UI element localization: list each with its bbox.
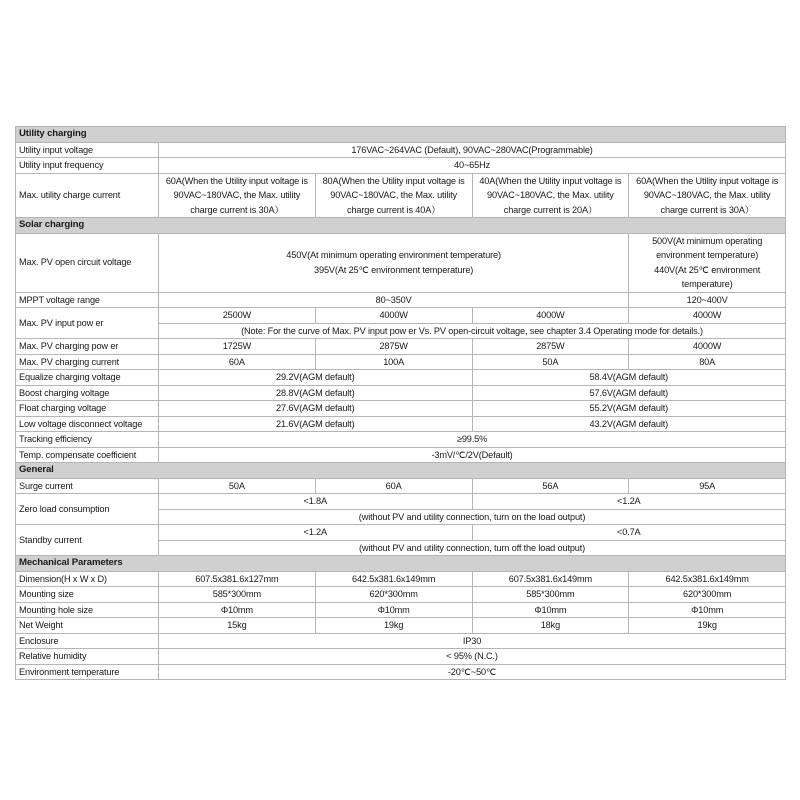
row-label: Dimension(H x W x D) bbox=[16, 571, 159, 587]
model-3-value: 4000W bbox=[472, 308, 629, 324]
models-3-4-value: <0.7A bbox=[472, 525, 786, 541]
models-3-4-value: 58.4V(AGM default) bbox=[472, 370, 786, 386]
value-line: 80A(When the Utility input voltage is bbox=[322, 175, 465, 186]
model-4-value: 19kg bbox=[629, 618, 786, 634]
model-1-value: 585*300mm bbox=[159, 587, 316, 603]
value-line: 90VAC~180VAC, the Max. utility bbox=[330, 190, 457, 200]
note-text: (without PV and utility connection, turn off the load output) bbox=[159, 540, 786, 556]
section-header-utility bbox=[16, 127, 786, 143]
row-value: IP30 bbox=[159, 633, 786, 649]
row-enclosure bbox=[16, 633, 786, 649]
row-label: Relative humidity bbox=[16, 649, 159, 665]
model-2-value: 620*300mm bbox=[315, 587, 472, 603]
row-label: MPPT voltage range bbox=[16, 292, 159, 308]
value-line: 90VAC~180VAC, the Max. utility bbox=[173, 190, 301, 200]
section-title: Mechanical Parameters bbox=[16, 556, 786, 572]
model-3-value: Φ10mm bbox=[472, 602, 629, 618]
row-value: 40~65Hz bbox=[159, 158, 786, 174]
section-header-mechanical bbox=[16, 556, 786, 572]
row-label: Tracking efficiency bbox=[16, 432, 159, 448]
model-4-value: 642.5x381.6x149mm bbox=[629, 571, 786, 587]
row-label: Max. PV charging current bbox=[16, 354, 159, 370]
value-line: charge current is 30A） bbox=[190, 204, 284, 215]
models-3-4-value: <1.2A bbox=[472, 494, 786, 510]
value-line: 40A(When the Utility input voltage is bbox=[479, 175, 622, 186]
model-3-value: 18kg bbox=[472, 618, 629, 634]
model-4-value bbox=[629, 233, 786, 292]
row-standby-current bbox=[16, 525, 786, 541]
row-label: Net Weight bbox=[16, 618, 159, 634]
model-2-value bbox=[315, 173, 472, 218]
section-title: Solar charging bbox=[16, 218, 786, 234]
row-max-utility-charge-current bbox=[16, 173, 786, 218]
row-max-pv-charging-current bbox=[16, 354, 786, 370]
model-2-value: 642.5x381.6x149mm bbox=[315, 571, 472, 587]
value-line: 395V(At 25℃ environment temperature) bbox=[314, 264, 474, 275]
row-label: Enclosure bbox=[16, 633, 159, 649]
row-max-pv-input-power bbox=[16, 308, 786, 324]
model-4-value: 4000W bbox=[629, 308, 786, 324]
models-1-2-value: <1.2A bbox=[159, 525, 473, 541]
row-label: Max. PV input pow er bbox=[16, 308, 159, 339]
row-value: -20℃~50℃ bbox=[159, 664, 786, 680]
model-3-value: 50A bbox=[472, 354, 629, 370]
row-mounting-hole-size bbox=[16, 602, 786, 618]
row-net-weight bbox=[16, 618, 786, 634]
model-1-value: Φ10mm bbox=[159, 602, 316, 618]
section-header-solar bbox=[16, 218, 786, 234]
model-2-value: 19kg bbox=[315, 618, 472, 634]
value-line: temperature) bbox=[681, 279, 733, 289]
row-label: Utility input frequency bbox=[16, 158, 159, 174]
row-label: Max. utility charge current bbox=[16, 173, 159, 218]
value-line: environment temperature) bbox=[656, 250, 759, 260]
row-label: Equalize charging voltage bbox=[16, 370, 159, 386]
row-max-pv-open-circuit-voltage bbox=[16, 233, 786, 292]
row-value: 176VAC~264VAC (Default), 90VAC~280VAC(Programmable) bbox=[159, 142, 786, 158]
note-text: (Note: For the curve of Max. PV input pow er Vs. PV open-circuit voltage, see chapter 3.4 Operating mode for details.) bbox=[159, 323, 786, 339]
value-line: 450V(At minimum operating environment temperature) bbox=[286, 250, 501, 260]
spec-table bbox=[15, 126, 786, 680]
value-line: 60A(When the Utility input voltage is bbox=[165, 175, 308, 186]
model-4-value: 95A bbox=[629, 478, 786, 494]
models-1-2-value: <1.8A bbox=[159, 494, 473, 510]
model-4-value: 4000W bbox=[629, 339, 786, 355]
model-2-value: 100A bbox=[315, 354, 472, 370]
row-label: Mounting hole size bbox=[16, 602, 159, 618]
model-1-value: 50A bbox=[159, 478, 316, 494]
row-label: Temp. compensate coefficient bbox=[16, 447, 159, 463]
models-1-2-value: 28.8V(AGM default) bbox=[159, 385, 473, 401]
section-header-general bbox=[16, 463, 786, 479]
row-zero-load-consumption bbox=[16, 494, 786, 510]
models-1-3-value bbox=[159, 233, 629, 292]
value-line: 60A(When the Utility input voltage is bbox=[636, 175, 779, 186]
model-1-value: 1725W bbox=[159, 339, 316, 355]
row-max-pv-charging-power bbox=[16, 339, 786, 355]
row-label: Standby current bbox=[16, 525, 159, 556]
row-label: Max. PV charging pow er bbox=[16, 339, 159, 355]
row-tracking-efficiency bbox=[16, 432, 786, 448]
model-1-value: 15kg bbox=[159, 618, 316, 634]
section-title: Utility charging bbox=[16, 127, 786, 143]
models-3-4-value: 57.6V(AGM default) bbox=[472, 385, 786, 401]
row-label: Zero load consumption bbox=[16, 494, 159, 525]
row-low-voltage-disconnect bbox=[16, 416, 786, 432]
value-line: 90VAC~180VAC, the Max. utility bbox=[643, 190, 771, 200]
models-1-2-value: 29.2V(AGM default) bbox=[159, 370, 473, 386]
row-label: Max. PV open circuit voltage bbox=[16, 233, 159, 292]
value-line: 440V(At 25℃ environment bbox=[654, 264, 761, 275]
row-value: < 95% (N.C.) bbox=[159, 649, 786, 665]
value-line: 500V(At minimum operating bbox=[652, 235, 763, 246]
model-2-value: 4000W bbox=[315, 308, 472, 324]
value-line: 90VAC~180VAC, the Max. utility bbox=[487, 190, 614, 200]
model-3-value bbox=[472, 173, 629, 218]
model-2-value: Φ10mm bbox=[315, 602, 472, 618]
model-1-value bbox=[159, 173, 316, 218]
row-value: -3mV/℃/2V(Default) bbox=[159, 447, 786, 463]
row-mppt-voltage-range bbox=[16, 292, 786, 308]
model-4-value: 120~400V bbox=[629, 292, 786, 308]
value-line: charge current is 40A） bbox=[347, 204, 441, 215]
row-label: Mounting size bbox=[16, 587, 159, 603]
value-line: charge current is 30A） bbox=[660, 204, 754, 215]
row-utility-input-voltage bbox=[16, 142, 786, 158]
model-3-value: 607.5x381.6x149mm bbox=[472, 571, 629, 587]
row-label: Utility input voltage bbox=[16, 142, 159, 158]
model-2-value: 2875W bbox=[315, 339, 472, 355]
model-4-value: 80A bbox=[629, 354, 786, 370]
row-equalize-charging-voltage bbox=[16, 370, 786, 386]
row-environment-temperature bbox=[16, 664, 786, 680]
model-2-value: 60A bbox=[315, 478, 472, 494]
model-1-value: 60A bbox=[159, 354, 316, 370]
row-label: Surge current bbox=[16, 478, 159, 494]
value-line: charge current is 20A） bbox=[503, 204, 597, 215]
models-3-4-value: 43.2V(AGM default) bbox=[472, 416, 786, 432]
model-3-value: 2875W bbox=[472, 339, 629, 355]
row-label: Boost charging voltage bbox=[16, 385, 159, 401]
row-value: ≥99.5% bbox=[159, 432, 786, 448]
model-4-value bbox=[629, 173, 786, 218]
row-surge-current bbox=[16, 478, 786, 494]
row-relative-humidity bbox=[16, 649, 786, 665]
row-utility-input-frequency bbox=[16, 158, 786, 174]
row-dimension bbox=[16, 571, 786, 587]
models-1-2-value: 21.6V(AGM default) bbox=[159, 416, 473, 432]
row-temp-compensate bbox=[16, 447, 786, 463]
row-boost-charging-voltage bbox=[16, 385, 786, 401]
model-1-value: 607.5x381.6x127mm bbox=[159, 571, 316, 587]
model-3-value: 56A bbox=[472, 478, 629, 494]
models-1-2-value: 27.6V(AGM default) bbox=[159, 401, 473, 417]
models-1-3-value: 80~350V bbox=[159, 292, 629, 308]
row-float-charging-voltage bbox=[16, 401, 786, 417]
model-3-value: 585*300mm bbox=[472, 587, 629, 603]
row-mounting-size bbox=[16, 587, 786, 603]
row-label: Environment temperature bbox=[16, 664, 159, 680]
model-4-value: 620*300mm bbox=[629, 587, 786, 603]
models-3-4-value: 55.2V(AGM default) bbox=[472, 401, 786, 417]
model-1-value: 2500W bbox=[159, 308, 316, 324]
section-title: General bbox=[16, 463, 786, 479]
model-4-value: Φ10mm bbox=[629, 602, 786, 618]
row-label: Float charging voltage bbox=[16, 401, 159, 417]
note-text: (without PV and utility connection, turn on the load output) bbox=[159, 509, 786, 525]
row-label: Low voltage disconnect voltage bbox=[16, 416, 159, 432]
